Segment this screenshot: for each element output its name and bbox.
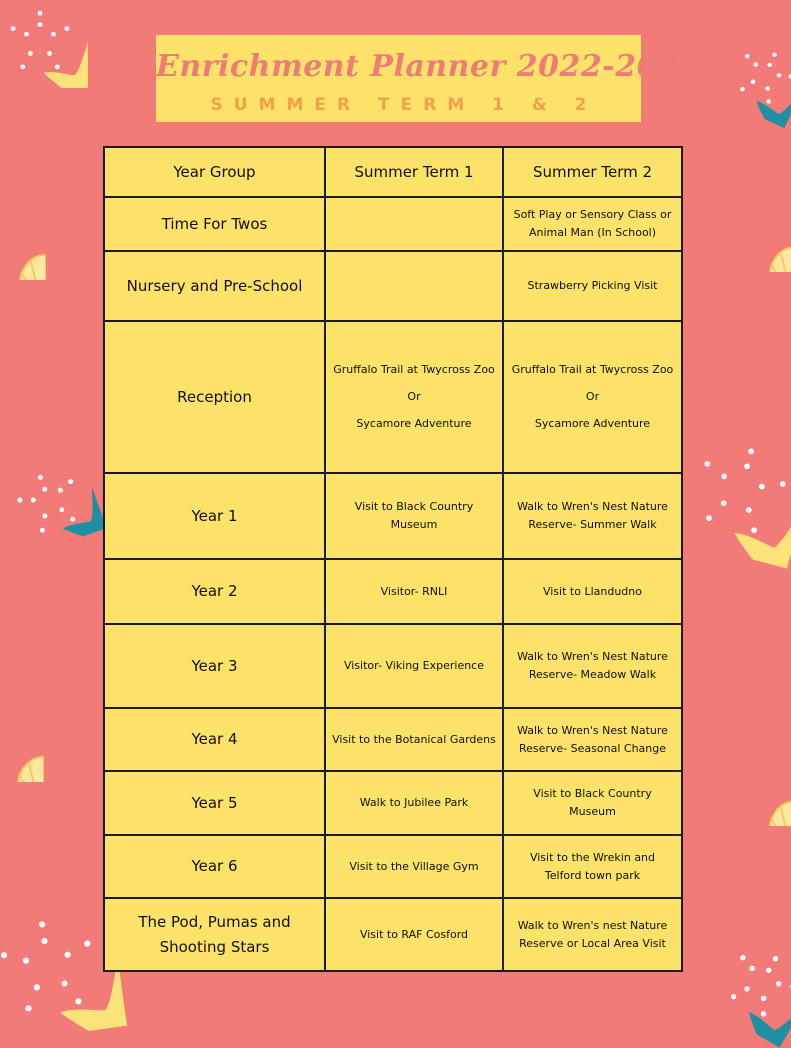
activity-line: Sycamore Adventure bbox=[356, 417, 472, 430]
year-group-cell: Reception bbox=[104, 321, 325, 473]
title-banner bbox=[156, 35, 701, 122]
term1-cell: Visit to Black Country Museum bbox=[325, 473, 503, 559]
activity-line: Or bbox=[407, 390, 421, 403]
year-group-cell: Year 3 bbox=[104, 624, 325, 708]
page-subtitle: SUMMER TERM 1 & 2 bbox=[210, 95, 598, 115]
term2-cell: Walk to Wren's Nest Nature Reserve- Meadow Walk bbox=[503, 624, 682, 708]
table-row bbox=[104, 321, 682, 473]
year-group-cell: Year 1 bbox=[104, 473, 325, 559]
term1-cell bbox=[325, 197, 503, 251]
term2-cell: Visit to the Wrekin and Telford town park bbox=[503, 835, 682, 898]
activity-line: Sycamore Adventure bbox=[534, 417, 651, 430]
table-row bbox=[104, 197, 682, 251]
term1-cell: Visit to the Botanical Gardens bbox=[325, 708, 503, 771]
term2-cell: Walk to Wren's Nest Nature Reserve- Seasonal Change bbox=[503, 708, 682, 771]
term2-cell: Visit to Black Country Museum bbox=[503, 771, 682, 835]
shell-icon bbox=[736, 212, 791, 272]
term1-cell: Visit to the Village Gym bbox=[325, 835, 503, 898]
term2-cell: Walk to Wren's Nest Nature Reserve- Summer Walk bbox=[503, 473, 682, 559]
table-row bbox=[104, 473, 682, 559]
activity-line: Or bbox=[585, 390, 600, 403]
year-group-cell: The Pod, Pumas and Shooting Stars bbox=[104, 898, 325, 971]
term1-cell bbox=[325, 251, 503, 321]
table-row bbox=[104, 835, 682, 898]
starfish-icon bbox=[0, 443, 107, 558]
table-row bbox=[104, 708, 682, 771]
page-title: Enrichment Planner 2022-2023 bbox=[156, 49, 701, 84]
year-group-cell: Year 4 bbox=[104, 708, 325, 771]
table-row bbox=[104, 771, 682, 835]
activity-line: Gruffalo Trail at Twycross Zoo bbox=[511, 363, 674, 376]
term2-cell: Walk to Wren's nest Nature Reserve or Local Area Visit bbox=[503, 898, 682, 971]
term2-cell bbox=[503, 321, 682, 473]
table-row bbox=[104, 898, 682, 971]
term1-cell: Visit to RAF Cosford bbox=[325, 898, 503, 971]
starfish-icon bbox=[712, 22, 791, 128]
shell-icon bbox=[736, 766, 791, 826]
term1-cell: Visitor- RNLI bbox=[325, 559, 503, 624]
year-group-cell: Nursery and Pre-School bbox=[104, 251, 325, 321]
column-header-summer-term-1: Summer Term 1 bbox=[325, 147, 503, 197]
table-header-row bbox=[104, 147, 682, 197]
table-row bbox=[104, 251, 682, 321]
table-row bbox=[104, 624, 682, 708]
year-group-cell: Time For Twos bbox=[104, 197, 325, 251]
term1-cell: Visitor- Viking Experience bbox=[325, 624, 503, 708]
term1-cell: Walk to Jubilee Park bbox=[325, 771, 503, 835]
starfish-icon bbox=[0, 0, 88, 88]
shell-icon bbox=[0, 722, 44, 782]
enrichment-table bbox=[103, 146, 683, 972]
year-group-cell: Year 5 bbox=[104, 771, 325, 835]
term2-cell: Soft Play or Sensory Class or Animal Man (In School) bbox=[503, 197, 682, 251]
starfish-icon bbox=[696, 916, 791, 1047]
table-row bbox=[104, 559, 682, 624]
term2-cell: Visit to Llandudno bbox=[503, 559, 682, 624]
year-group-cell: Year 2 bbox=[104, 559, 325, 624]
column-header-year-group: Year Group bbox=[104, 147, 325, 197]
column-header-summer-term-2: Summer Term 2 bbox=[503, 147, 682, 197]
term1-cell bbox=[325, 321, 503, 473]
year-group-cell: Year 6 bbox=[104, 835, 325, 898]
term2-cell: Strawberry Picking Visit bbox=[503, 251, 682, 321]
activity-line: Gruffalo Trail at Twycross Zoo bbox=[333, 363, 495, 376]
shell-icon bbox=[0, 220, 46, 280]
